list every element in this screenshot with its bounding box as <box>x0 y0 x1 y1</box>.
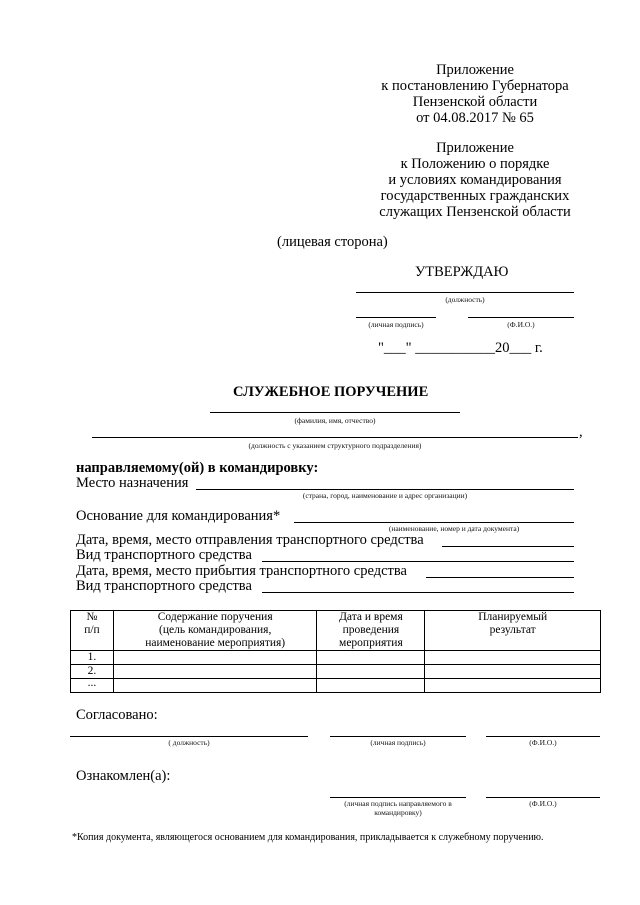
approve-position-line[interactable] <box>356 292 574 293</box>
row-content-cell[interactable] <box>113 651 317 665</box>
approve-title: УТВЕРЖДАЮ <box>415 264 509 280</box>
position-caption: (должность с указанием структурного подразделения) <box>248 441 422 450</box>
destination-caption: (страна, город, наименование и адрес организации) <box>302 491 468 500</box>
approve-signature-line[interactable] <box>356 317 436 318</box>
transport-label-1: Вид транспортного средства <box>76 547 252 563</box>
departure-label: Дата, время, место отправления транспортного средства <box>76 532 424 548</box>
table-row <box>71 679 601 693</box>
name-line[interactable] <box>210 412 460 413</box>
row-number: 2. <box>71 665 114 679</box>
destination-field[interactable] <box>196 489 574 490</box>
approve-signature-caption: (личная подпись) <box>368 320 424 329</box>
appendix-line: Пензенской области <box>412 94 538 110</box>
row-result-cell[interactable] <box>425 679 601 693</box>
agreed-label: Согласовано: <box>76 707 158 723</box>
row-number: ... <box>71 679 114 693</box>
arrival-field[interactable] <box>426 577 574 578</box>
appendix-line: Приложение <box>436 140 514 156</box>
row-datetime-cell[interactable] <box>317 665 425 679</box>
acquainted-signature-caption: (личная подпись направляемого в командировку) <box>344 799 452 817</box>
approve-position-caption: (должность) <box>445 295 485 304</box>
acquainted-fio-line[interactable] <box>486 797 600 798</box>
row-datetime-cell[interactable] <box>317 651 425 665</box>
appendix-governor-block <box>360 62 590 126</box>
basis-caption: (наименование, номер и дата документа) <box>388 524 520 533</box>
approve-date-line[interactable]: "___" ___________20___ г. <box>378 340 543 356</box>
row-result-cell[interactable] <box>425 665 601 679</box>
tasks-table <box>70 610 601 693</box>
table-row <box>71 651 601 665</box>
approve-fio-line[interactable] <box>468 317 574 318</box>
document-title: СЛУЖЕБНОЕ ПОРУЧЕНИЕ <box>233 384 429 400</box>
col-content-header: Содержание поручения (цель командирования, наименование мероприятия) <box>113 611 317 651</box>
sent-label: направляемому(ой) в командировку: <box>76 460 319 476</box>
acquainted-label: Ознакомлен(а): <box>76 768 171 784</box>
col-datetime-header: Дата и время проведения мероприятия <box>317 611 425 651</box>
appendix-line: от 04.08.2017 № 65 <box>416 110 534 126</box>
basis-label: Основание для командирования* <box>76 508 281 524</box>
destination-label: Место назначения <box>76 475 189 491</box>
appendix-line: государственных гражданских <box>380 188 570 204</box>
acquainted-fio-caption: (Ф.И.О.) <box>529 799 557 808</box>
side-label: (лицевая сторона) <box>277 234 388 250</box>
appendix-line: служащих Пензенской области <box>379 204 571 220</box>
agreed-fio-caption: (Ф.И.О.) <box>529 738 557 747</box>
row-content-cell[interactable] <box>113 665 317 679</box>
row-datetime-cell[interactable] <box>317 679 425 693</box>
appendix-regulation-block <box>360 140 590 220</box>
agreed-fio-line[interactable] <box>486 736 600 737</box>
row-number: 1. <box>71 651 114 665</box>
table-header-row <box>71 611 601 651</box>
transport-field-1[interactable] <box>262 561 574 562</box>
agreed-position-caption: ( должность) <box>168 738 210 747</box>
agreed-position-line[interactable] <box>70 736 308 737</box>
footnote: *Копия документа, являющегося основанием для командирования, прикладывается к служебному поручению. <box>72 832 544 843</box>
departure-field[interactable] <box>442 546 574 547</box>
col-result-header: Планируемый результат <box>425 611 601 651</box>
appendix-line: Приложение <box>436 62 514 78</box>
position-line[interactable] <box>92 437 578 438</box>
name-caption: (фамилия, имя, отчество) <box>294 416 376 425</box>
transport-field-2[interactable] <box>262 592 574 593</box>
table-row <box>71 665 601 679</box>
basis-field[interactable] <box>294 522 574 523</box>
agreed-signature-line[interactable] <box>330 736 466 737</box>
approve-fio-caption: (Ф.И.О.) <box>507 320 535 329</box>
acquainted-signature-line[interactable] <box>330 797 466 798</box>
col-number-header: № п/п <box>71 611 114 651</box>
agreed-signature-caption: (личная подпись) <box>370 738 426 747</box>
appendix-line: к постановлению Губернатора <box>381 78 569 94</box>
appendix-line: к Положению о порядке <box>400 156 550 172</box>
appendix-line: и условиях командирования <box>388 172 562 188</box>
comma: , <box>579 424 583 440</box>
transport-label-2: Вид транспортного средства <box>76 578 252 594</box>
row-content-cell[interactable] <box>113 679 317 693</box>
arrival-label: Дата, время, место прибытия транспортного средства <box>76 563 407 579</box>
row-result-cell[interactable] <box>425 651 601 665</box>
